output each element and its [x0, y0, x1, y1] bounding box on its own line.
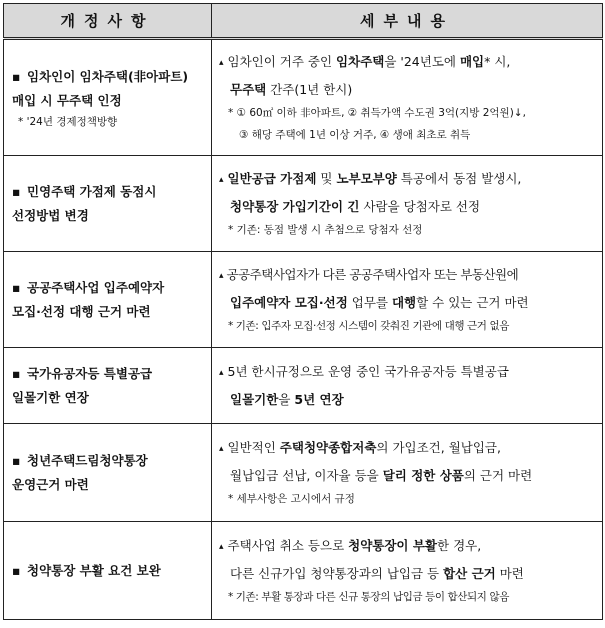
table-row	[4, 424, 603, 522]
row-title-line2: 선정방법 변경	[12, 207, 89, 223]
row-title: 국가유공자등 특별공급	[27, 365, 153, 381]
table-row	[4, 348, 603, 424]
row-detail-cell	[212, 252, 603, 348]
detail-text: 의 근거 마련	[463, 468, 533, 483]
detail-text: 업무를	[347, 295, 392, 310]
header-details: 세부내용	[212, 4, 603, 39]
detail-note: * 기존: 입주자 모집·선정 시스템이 갖춰진 기관에 대행 근거 없음	[228, 320, 509, 332]
bullet-icon: ▪	[12, 562, 21, 578]
detail-text: 을 '24년도에	[384, 54, 460, 69]
row-title: 임차인이 임차주택(非아파트)	[27, 68, 189, 84]
detail-bold: 합산 근거	[443, 566, 496, 581]
bullet-icon: ▪	[12, 183, 21, 199]
detail-note: * 기존: 동점 발생 시 추첨으로 당첨자 선정	[228, 224, 423, 236]
header-amendment: 개정사항	[4, 4, 212, 39]
row-title: 민영주택 가점제 동점시	[27, 183, 157, 199]
row-title-line2: 매입 시 무주택 인정	[12, 92, 122, 108]
footnote-line1: * ① 60㎡ 이하 非아파트, ② 취득가액 수도권 3억(지방 2억원)↓,	[228, 107, 526, 119]
triangle-bullet-icon: ▴	[219, 175, 224, 185]
detail-note: * 기존: 부활 통장과 다른 신규 통장의 납입금 등이 합산되지 않음	[228, 591, 509, 603]
row-title-cell	[4, 156, 212, 252]
detail-text: * 시,	[484, 54, 511, 69]
detail-text: 의 가입조건, 월납입금,	[376, 440, 501, 455]
bullet-icon: ▪	[12, 279, 21, 295]
row-title-line2: 일몰기한 연장	[12, 389, 89, 405]
row-title: 공공주택사업 입주예약자	[27, 279, 165, 295]
detail-bold: 노부모부양	[336, 171, 397, 186]
detail-text: 간주(1년 한시)	[266, 82, 353, 97]
row-title: 청년주택드림청약통장	[27, 452, 148, 468]
row-title-cell	[4, 252, 212, 348]
triangle-bullet-icon: ▴	[219, 542, 224, 552]
footnote-line2: ③ 해당 주택에 1년 이상 거주, ④ 생애 최초로 취득	[239, 129, 471, 141]
detail-bold: 대행	[391, 295, 417, 310]
detail-bold: 주택청약종합저축	[279, 440, 377, 455]
triangle-bullet-icon: ▴	[219, 444, 224, 454]
row-title-cell	[4, 522, 212, 620]
row-title-line2: 운영근거 마련	[12, 476, 89, 492]
detail-bold: 달리 정한 상품	[382, 468, 464, 483]
row-detail-cell	[212, 39, 603, 156]
triangle-bullet-icon: ▴	[219, 271, 224, 281]
detail-text: 마련	[495, 566, 524, 581]
row-title-cell	[4, 39, 212, 156]
detail-bold: 일몰기한	[230, 392, 279, 407]
header-row	[4, 4, 603, 39]
detail-text: 할 수 있는 근거 마련	[416, 295, 529, 310]
table-row	[4, 39, 603, 156]
detail-text: 일반적인	[227, 440, 280, 455]
detail-bold: 임차주택	[336, 54, 385, 69]
row-title-cell	[4, 348, 212, 424]
row-detail-cell	[212, 156, 603, 252]
detail-text: 주택사업 취소 등으로	[227, 538, 349, 553]
table-row	[4, 252, 603, 348]
row-title-line2: 모집·선정 대행 근거 마련	[12, 303, 151, 319]
detail-text: 특공에서 동점 발생시,	[396, 171, 522, 186]
triangle-bullet-icon: ▴	[219, 58, 224, 68]
detail-text: 월납입금 선납, 이자율 등을	[230, 468, 383, 483]
detail-text: 다른 신규가입 청약통장과의 납입금 등	[230, 566, 444, 581]
row-detail-cell	[212, 348, 603, 424]
table-row	[4, 522, 603, 620]
detail-text: 사람을 당첨자로 선정	[359, 199, 481, 214]
detail-bold: 일반공급 가점제	[227, 171, 317, 186]
row-title: 청약통장 부활 요건 보완	[27, 562, 161, 578]
amendment-table	[3, 3, 603, 620]
detail-bold: 5년 연장	[294, 392, 344, 407]
row-detail-cell	[212, 522, 603, 620]
row-title-cell	[4, 424, 212, 522]
detail-bold: 청약통장 가입기간이 긴	[230, 199, 360, 214]
detail-text: 5년 한시규정으로 운영 중인 국가유공자등 특별공급	[227, 364, 509, 379]
detail-text: 한 경우,	[437, 538, 482, 553]
bullet-icon: ▪	[12, 68, 21, 84]
detail-text: 및	[316, 171, 337, 186]
detail-bold: 매입	[459, 54, 485, 69]
detail-text: 공공주택사업자가 다른 공공주택사업자 또는 부동산원에	[226, 267, 519, 282]
detail-bold: 청약통장이 부활	[348, 538, 438, 553]
amendment-table-wrapper	[3, 3, 602, 620]
row-detail-cell	[212, 424, 603, 522]
table-row	[4, 156, 603, 252]
detail-text: 을	[278, 392, 295, 407]
bullet-icon: ▪	[12, 452, 21, 468]
triangle-bullet-icon: ▴	[219, 368, 224, 378]
detail-bold: 입주예약자 모집·선정	[230, 295, 348, 310]
detail-note: * 세부사항은 고시에서 규정	[228, 493, 355, 505]
detail-text: 임차인이 거주 중인	[227, 54, 337, 69]
row-title-note: * '24년 경제정책방향	[18, 115, 118, 128]
bullet-icon: ▪	[12, 365, 21, 381]
detail-bold: 무주택	[230, 82, 267, 97]
